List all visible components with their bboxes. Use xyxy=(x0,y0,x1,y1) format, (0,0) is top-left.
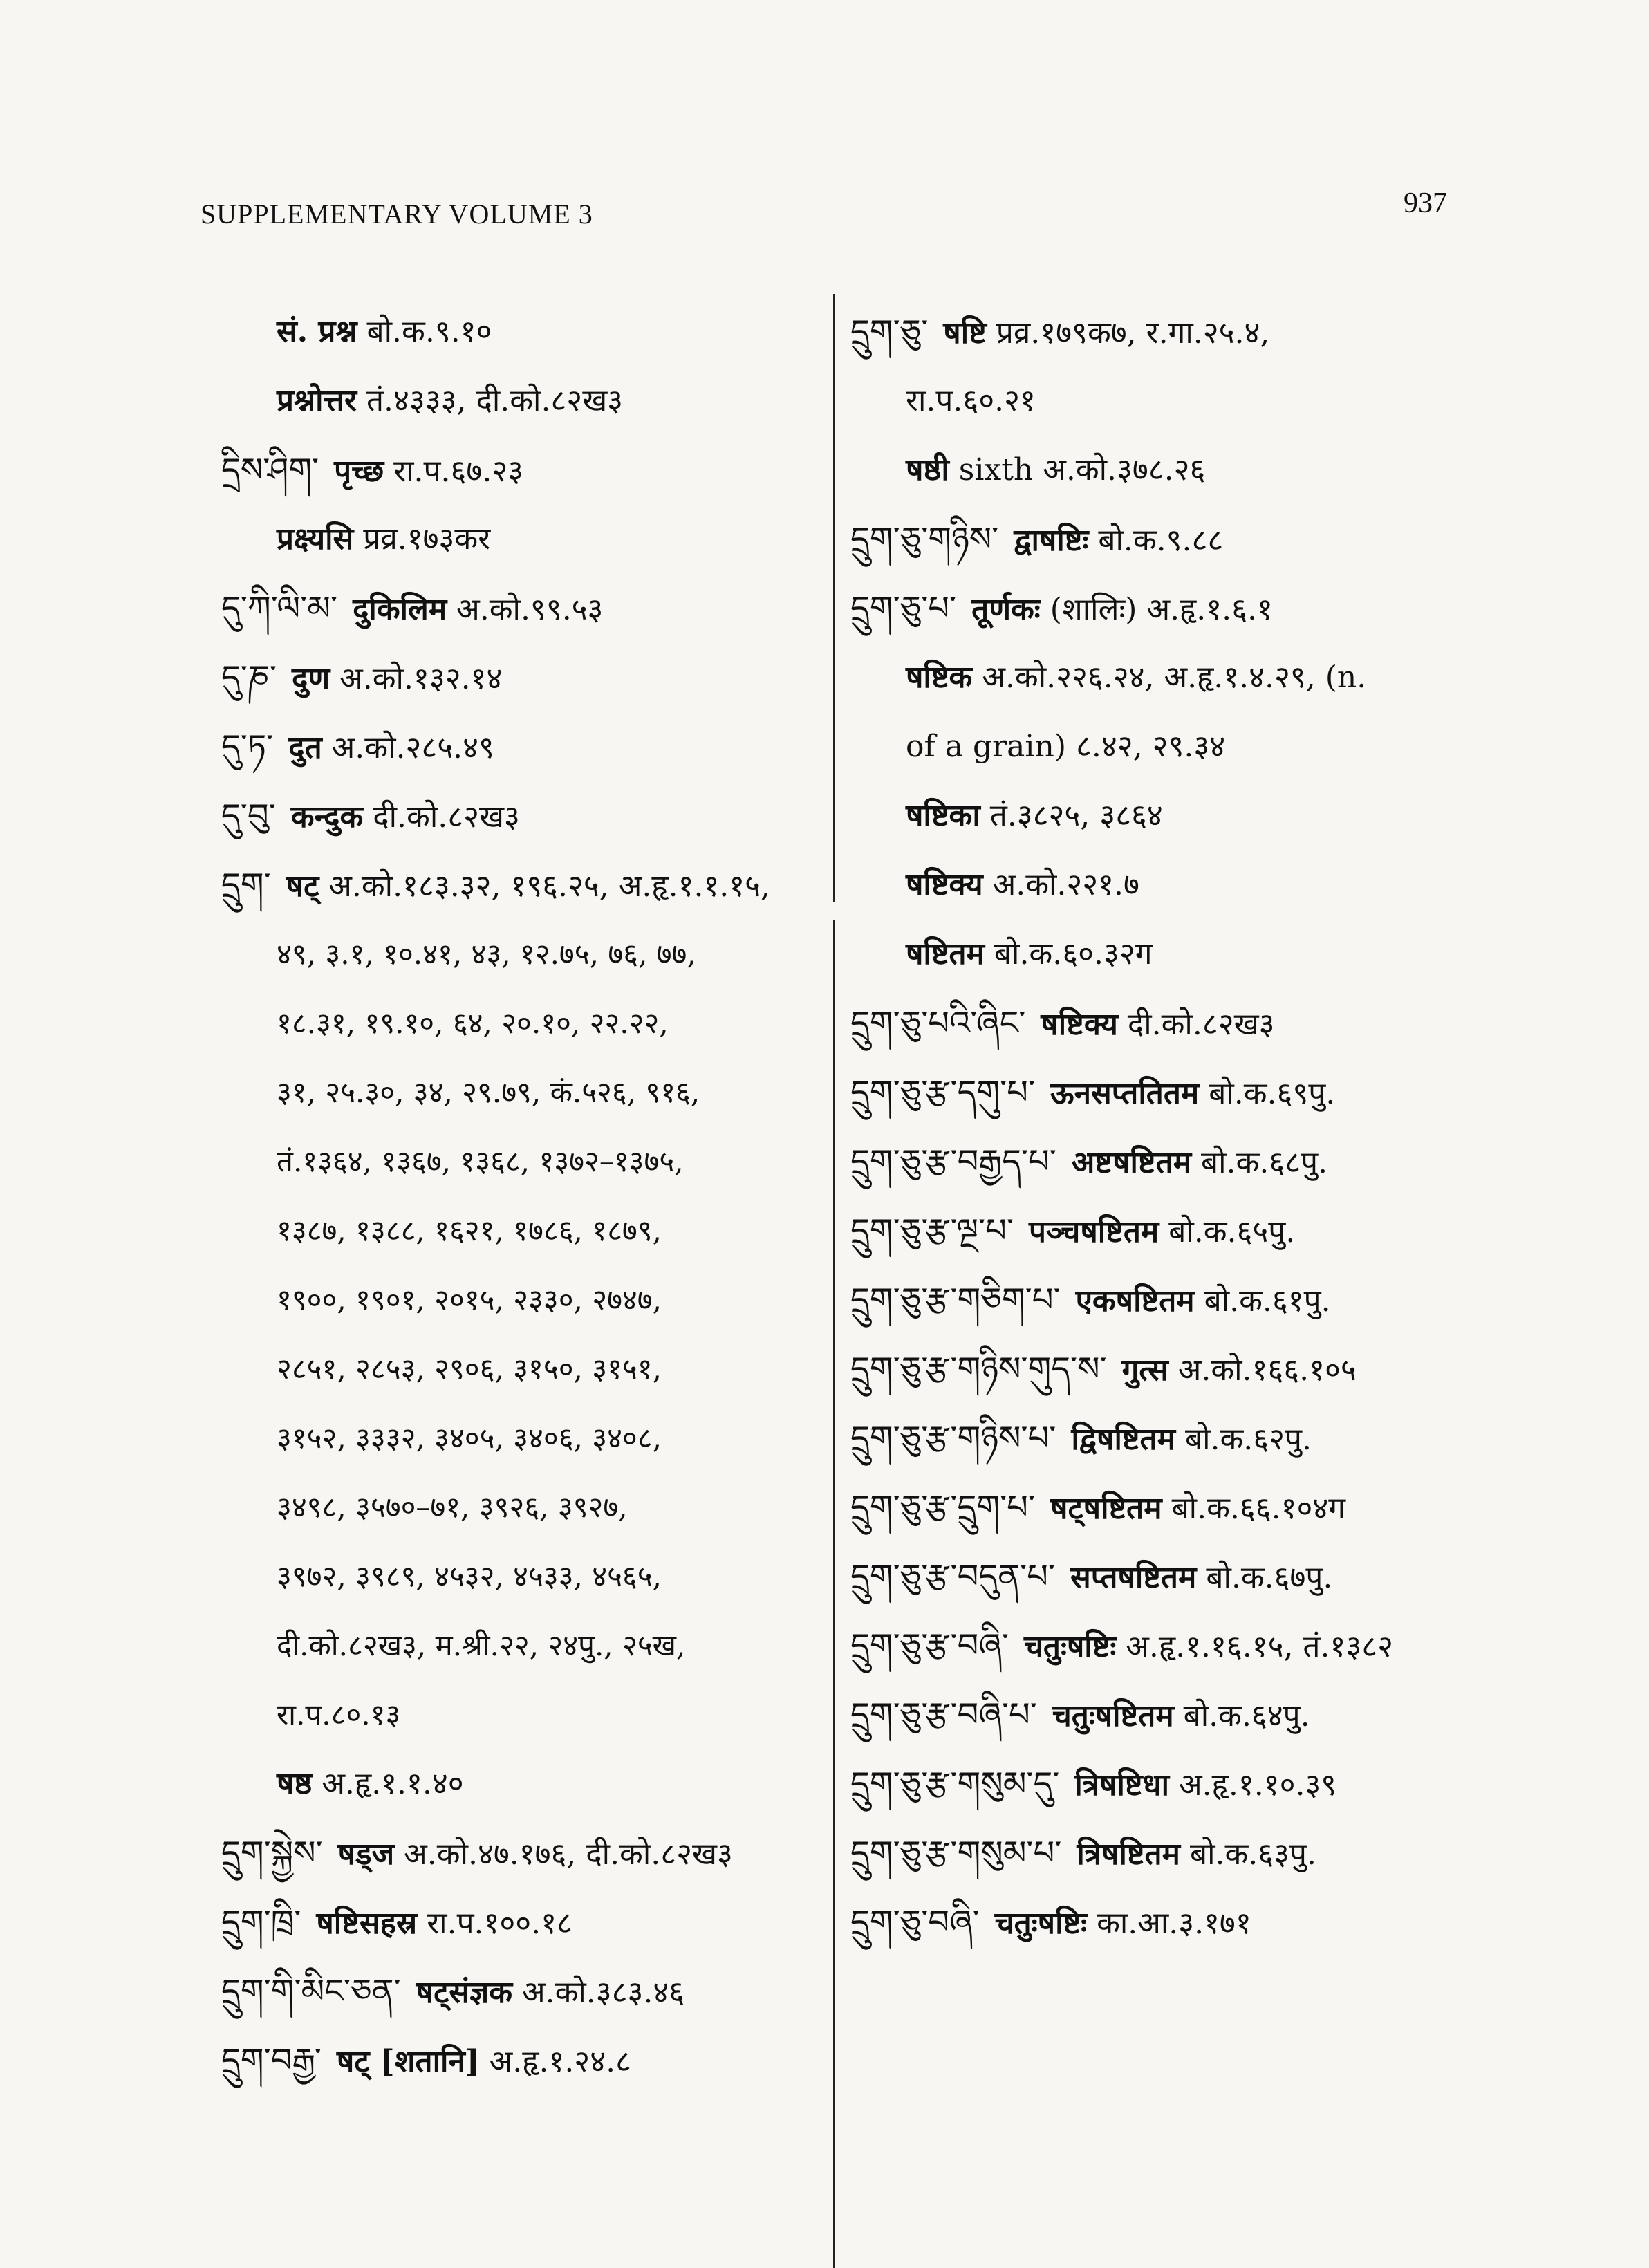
tibetan-headword: དྲུག་ཅུ་པ་ xyxy=(850,589,957,628)
source-reference: (शालिः) अ.हृ.१.६.१ xyxy=(1050,592,1273,627)
dictionary-line xyxy=(850,712,1473,781)
running-header: SUPPLEMENTARY VOLUME 3 xyxy=(201,198,593,230)
page-number: 937 xyxy=(1404,187,1447,219)
source-reference: बो.क.६५पु. xyxy=(1168,1214,1296,1249)
sanskrit-equivalent: षष्टिक्य xyxy=(906,867,983,902)
source-reference: तं.३८२५, ३८६४ xyxy=(989,798,1163,833)
dictionary-line xyxy=(221,1888,830,1957)
sanskrit-equivalent: षष्टिका xyxy=(906,798,980,833)
source-reference: १८.३१, १९.१०, ६४, २०.१०, २२.२२, xyxy=(277,1006,669,1040)
sanskrit-equivalent: कन्दुक xyxy=(290,799,364,835)
source-reference: बो.क.६९पु. xyxy=(1209,1076,1336,1111)
sanskrit-equivalent: षष्ठी xyxy=(906,452,949,487)
tibetan-headword: དྲུག་གི་མིང་ཅན་ xyxy=(221,1972,401,2011)
dictionary-line xyxy=(850,1888,1473,1957)
dictionary-line xyxy=(221,1404,830,1473)
source-reference: बो.क.६०.३२ग xyxy=(994,936,1153,972)
tibetan-headword: དུ་ཀི་ལི་མ་ xyxy=(221,589,338,628)
dictionary-line xyxy=(850,1680,1473,1749)
dictionary-line xyxy=(221,643,830,712)
source-reference: ४९, ३.१, १०.४१, ४३, १२.७५, ७६, ७७, xyxy=(277,937,696,971)
dictionary-line xyxy=(850,920,1473,989)
dictionary-line xyxy=(850,1473,1473,1542)
source-reference: दी.को.८२ख३, म.श्री.२२, २४पु., २५ख, xyxy=(277,1628,686,1662)
dictionary-line xyxy=(221,1680,830,1749)
source-reference: प्रव्र.१७३कर xyxy=(363,521,491,557)
dictionary-line xyxy=(850,574,1473,643)
dictionary-line xyxy=(850,1542,1473,1611)
dictionary-line xyxy=(221,1611,830,1680)
sanskrit-equivalent: षष्टिक्य xyxy=(1041,1007,1118,1042)
source-reference: अ.को.९९.५३ xyxy=(456,592,604,627)
source-reference: अ.को.१६६.१०५ xyxy=(1177,1353,1357,1388)
source-reference: बो.क.६८पु. xyxy=(1201,1145,1328,1180)
sanskrit-equivalent: षट् [शतानि] xyxy=(336,2044,480,2079)
sanskrit-equivalent: षष्टितम xyxy=(906,936,985,972)
dictionary-line xyxy=(850,781,1473,850)
source-reference: बो.क.९.८८ xyxy=(1098,523,1224,558)
sanskrit-equivalent: चतुःषष्टिः xyxy=(1023,1629,1117,1664)
dictionary-line xyxy=(221,1819,830,1888)
column-divider xyxy=(833,294,835,902)
source-reference: बो.क.६६.१०४ग xyxy=(1171,1491,1346,1526)
sanskrit-equivalent: प्रक्ष्यसि xyxy=(277,521,354,557)
sanskrit-equivalent: सप्तषष्टितम xyxy=(1070,1560,1197,1595)
source-reference: ३१, २५.३०, ३४, २९.७९, कं.५२६, ९१६, xyxy=(277,1075,700,1109)
tibetan-headword: དྲུག་ཅུ་པའི་ཞིང་ xyxy=(850,1004,1026,1043)
sanskrit-equivalent: अष्टषष्टितम xyxy=(1071,1145,1192,1180)
source-reference: of a grain) ८.४२, २९.३४ xyxy=(906,729,1226,764)
tibetan-headword: དྲུག་ཅུ་རྩ་བཞི་པ་ xyxy=(850,1695,1037,1734)
source-reference: अ.को.२२१.७ xyxy=(992,867,1139,902)
source-reference: बो.क.६३पु. xyxy=(1189,1837,1316,1872)
tibetan-headword: དྲུག་ཅུ་གཉིས་ xyxy=(850,520,999,559)
dictionary-line xyxy=(221,1196,830,1265)
sanskrit-equivalent: षड्ज xyxy=(337,1837,395,1872)
source-reference: अ.को.१३२.१४ xyxy=(339,661,503,696)
tibetan-headword: དྲུག་ཅུ་རྩ་གསུམ་པ་ xyxy=(850,1834,1062,1872)
dictionary-line xyxy=(850,366,1473,436)
source-reference: दी.को.८२ख३ xyxy=(373,799,520,835)
dictionary-line xyxy=(221,2026,830,2095)
dictionary-line xyxy=(221,1957,830,2026)
dictionary-line xyxy=(221,1335,830,1404)
right-column xyxy=(850,297,1473,1957)
dictionary-line xyxy=(221,436,830,505)
sanskrit-equivalent: चतुःषष्टितम xyxy=(1052,1698,1174,1733)
source-reference: १९००, १९०१, २०१५, २३३०, २७४७, xyxy=(277,1283,662,1317)
dictionary-line xyxy=(850,1611,1473,1680)
source-reference: बो.क.९.१० xyxy=(366,314,492,349)
tibetan-headword: དྲུག་ཅུ་རྩ་གཅིག་པ་ xyxy=(850,1281,1061,1319)
sanskrit-equivalent: एकषष्टितम xyxy=(1075,1283,1195,1319)
sanskrit-equivalent: सं. प्रश्न xyxy=(277,314,357,349)
source-reference: तं.४३३३, दी.को.८२ख३ xyxy=(366,383,624,418)
sanskrit-equivalent: षष्टि xyxy=(943,315,987,351)
dictionary-line xyxy=(221,1058,830,1127)
source-reference: दी.को.८२ख३ xyxy=(1127,1007,1275,1042)
tibetan-headword: དྲུག་ xyxy=(221,866,271,904)
source-reference: sixth अ.को.३७८.२६ xyxy=(958,452,1206,487)
dictionary-line xyxy=(221,1127,830,1196)
sanskrit-equivalent: द्वाषष्टिः xyxy=(1014,523,1089,558)
dictionary-line xyxy=(221,989,830,1058)
sanskrit-equivalent: त्रिषष्टिधा xyxy=(1074,1767,1170,1803)
sanskrit-equivalent: पृच्छ xyxy=(334,454,384,489)
sanskrit-equivalent: षट्संज्ञक xyxy=(416,1975,512,2010)
dictionary-line xyxy=(221,505,830,574)
sanskrit-equivalent: त्रिषष्टितम xyxy=(1077,1837,1180,1872)
tibetan-headword: དུ་བུ་ xyxy=(221,797,276,835)
tibetan-headword: དྲུག་བརྒྱ་ xyxy=(221,2041,322,2080)
dictionary-line xyxy=(221,781,830,850)
source-reference: अ.हृ.१.१.४० xyxy=(322,1766,464,1801)
dictionary-line xyxy=(221,1542,830,1611)
source-reference: ३९७२, ३९८९, ४५३२, ४५३३, ४५६५, xyxy=(277,1559,662,1593)
sanskrit-equivalent: चतुःषष्टिः xyxy=(994,1906,1088,1941)
tibetan-headword: དུ་ཏ་ xyxy=(221,727,274,766)
sanskrit-equivalent: पञ्चषष्टितम xyxy=(1028,1214,1159,1249)
dictionary-line xyxy=(221,920,830,989)
dictionary-line xyxy=(221,366,830,436)
sanskrit-equivalent: षष्ठ xyxy=(277,1766,313,1801)
dictionary-line xyxy=(850,505,1473,574)
source-reference: रा.प.८०.१३ xyxy=(277,1698,401,1731)
source-reference: ३१५२, ३३३२, ३४०५, ३४०६, ३४०८, xyxy=(277,1421,662,1455)
dictionary-line xyxy=(221,1749,830,1819)
dictionary-line xyxy=(850,643,1473,712)
sanskrit-equivalent: षट् xyxy=(286,868,319,904)
dictionary-line xyxy=(850,850,1473,920)
sanskrit-equivalent: षट्षष्टितम xyxy=(1050,1491,1162,1526)
tibetan-headword: དྲུག་ཅུ་རྩ་གསུམ་དུ་ xyxy=(850,1765,1060,1803)
tibetan-headword: དྲིས་ཤིག་ xyxy=(221,451,319,490)
source-reference: रा.प.१००.१८ xyxy=(427,1906,572,1941)
dictionary-line xyxy=(850,1265,1473,1335)
tibetan-headword: དྲུག་ཅུ་རྩ་བཞི་ xyxy=(850,1626,1009,1665)
dictionary-line xyxy=(850,297,1473,366)
dictionary-line xyxy=(850,1819,1473,1888)
source-reference: अ.हृ.१.१६.१५, तं.१३८२ xyxy=(1126,1629,1394,1664)
dictionary-line xyxy=(850,989,1473,1058)
sanskrit-equivalent: दुण xyxy=(291,661,330,696)
tibetan-headword: དྲུག་ཅུ་རྩ་གཉིས་གུད་ས་ xyxy=(850,1350,1107,1388)
sanskrit-equivalent: प्रश्नोत्तर xyxy=(277,383,357,418)
tibetan-headword: དྲུག་ཅུ་ xyxy=(850,313,929,351)
dictionary-line xyxy=(221,712,830,781)
source-reference: २८५१, २८५३, २९०६, ३१५०, ३१५१, xyxy=(277,1352,662,1386)
dictionary-line xyxy=(221,574,830,643)
dictionary-line xyxy=(850,1127,1473,1196)
tibetan-headword: དྲུག་ཅུ་རྩ་བདུན་པ་ xyxy=(850,1557,1056,1596)
source-reference: अ.को.१८३.३२, १९६.२५, अ.हृ.१.१.१५, xyxy=(328,868,771,904)
source-reference: अ.को.४७.१७६, दी.को.८२ख३ xyxy=(404,1837,733,1872)
left-column xyxy=(221,297,830,2095)
source-reference: का.आ.३.१७१ xyxy=(1097,1906,1251,1941)
sanskrit-equivalent: गुत्स xyxy=(1121,1353,1168,1388)
dictionary-line xyxy=(850,1404,1473,1473)
source-reference: अ.को.२२६.२४, अ.हृ.१.४.२९, (n. xyxy=(982,660,1367,695)
dictionary-line xyxy=(850,1196,1473,1265)
dictionary-line xyxy=(221,297,830,366)
tibetan-headword: དྲུག་སྐྱེས་ xyxy=(221,1834,323,1872)
tibetan-headword: དུ་ཎ་ xyxy=(221,658,277,697)
tibetan-headword: དྲུག་ཁྲི་ xyxy=(221,1903,301,1942)
dictionary-line xyxy=(221,1265,830,1335)
sanskrit-equivalent: ऊनसप्ततितम xyxy=(1050,1076,1200,1111)
sanskrit-equivalent: द्विषष्टितम xyxy=(1071,1422,1175,1457)
source-reference: बो.क.६२पु. xyxy=(1184,1422,1312,1457)
source-reference: ३४९८, ३५७०–७१, ३९२६, ३९२७, xyxy=(277,1490,628,1524)
dictionary-line xyxy=(850,1749,1473,1819)
source-reference: अ.को.३८३.४६ xyxy=(522,1975,685,2010)
dictionary-line xyxy=(850,1058,1473,1127)
tibetan-headword: དྲུག་ཅུ་བཞི་ xyxy=(850,1903,980,1942)
source-reference: बो.क.६७पु. xyxy=(1206,1560,1333,1595)
sanskrit-equivalent: दुत xyxy=(288,730,322,765)
tibetan-headword: དྲུག་ཅུ་རྩ་བརྒྱད་པ་ xyxy=(850,1142,1056,1181)
sanskrit-equivalent: तूर्णकः xyxy=(971,592,1041,627)
sanskrit-equivalent: षष्टिक xyxy=(906,660,973,695)
dictionary-line xyxy=(221,850,830,920)
tibetan-headword: དྲུག་ཅུ་རྩ་ལྔ་པ་ xyxy=(850,1211,1014,1250)
dictionary-line xyxy=(850,436,1473,505)
dictionary-line xyxy=(221,1473,830,1542)
tibetan-headword: དྲུག་ཅུ་རྩ་དྲུག་པ་ xyxy=(850,1488,1036,1527)
tibetan-headword: དྲུག་ཅུ་རྩ་དགུ་པ་ xyxy=(850,1073,1036,1112)
source-reference: बो.क.६१पु. xyxy=(1204,1283,1331,1319)
column-divider-lower xyxy=(833,920,835,2268)
sanskrit-equivalent: दुकिलिम xyxy=(353,592,447,627)
source-reference: अ.को.२८५.४९ xyxy=(331,730,494,765)
sanskrit-equivalent: षष्टिसहस्र xyxy=(316,1906,418,1941)
source-reference: रा.प.६७.२३ xyxy=(393,454,524,489)
source-reference: तं.१३६४, १३६७, १३६८, १३७२–१३७५, xyxy=(277,1144,684,1178)
source-reference: अ.हृ.१.१०.३९ xyxy=(1179,1767,1337,1803)
tibetan-headword: དྲུག་ཅུ་རྩ་གཉིས་པ་ xyxy=(850,1419,1056,1458)
source-reference: रा.प.६०.२१ xyxy=(906,383,1036,418)
source-reference: अ.हृ.१.२४.८ xyxy=(489,2044,631,2079)
source-reference: बो.क.६४पु. xyxy=(1183,1698,1310,1733)
source-reference: प्रव्र.१७९क७, र.गा.२५.४, xyxy=(996,315,1270,351)
dictionary-line xyxy=(850,1335,1473,1404)
source-reference: १३८७, १३८८, १६२१, १७८६, १८७९, xyxy=(277,1214,662,1247)
